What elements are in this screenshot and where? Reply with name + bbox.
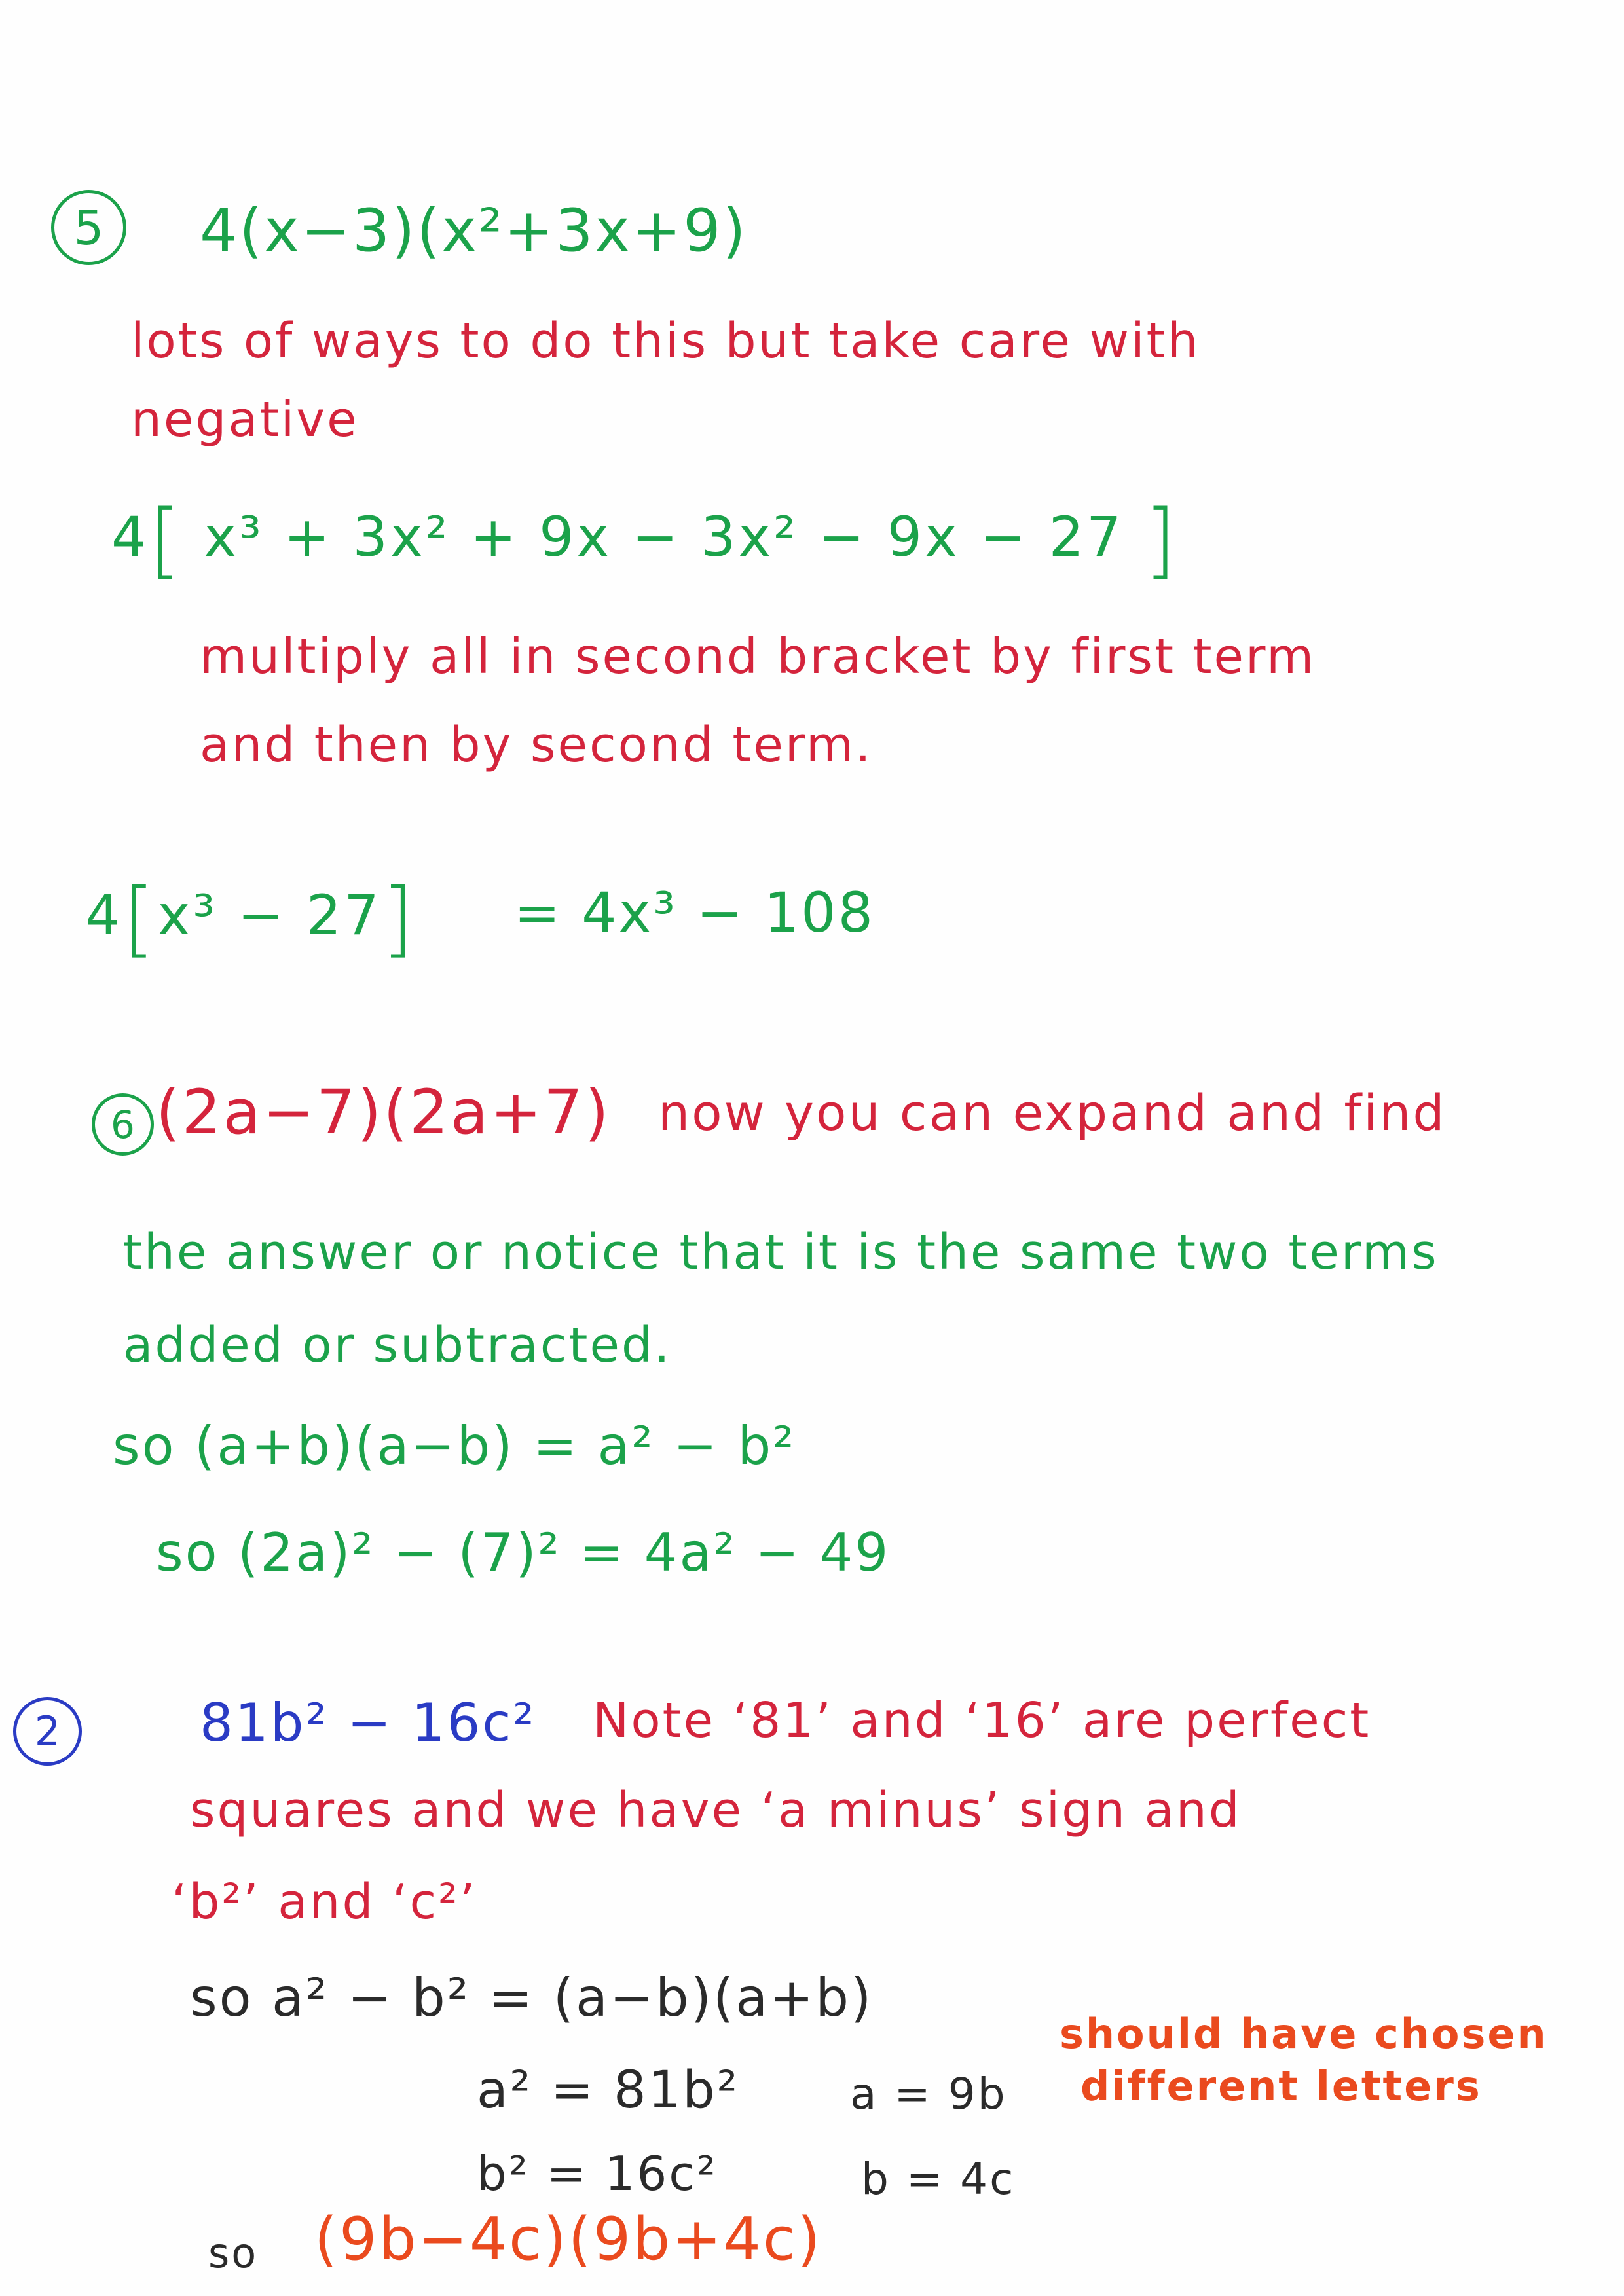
- right-square-bracket: ]: [381, 870, 416, 966]
- left-square-bracket: [: [149, 492, 184, 588]
- question-2-b-value: b = 4c: [861, 2154, 1016, 2204]
- question-2-side-note-line-1: should have chosen: [1060, 2010, 1548, 2058]
- question-5-result: = 4x³ − 108: [514, 881, 876, 945]
- question-5-number-text: 5: [73, 200, 104, 255]
- question-5-expansion: [111, 492, 1179, 588]
- question-6-note-line-3: added or subtracted.: [123, 1317, 672, 1374]
- question-6-note-line-1: now you can expand and find: [658, 1084, 1447, 1142]
- question-2-side-note-line-2: different letters: [1080, 2062, 1482, 2110]
- question-5-explain-line-1: multiply all in second bracket by first term: [200, 629, 1316, 685]
- question-6-note-line-2: the answer or notice that it is the same two terms: [123, 1224, 1439, 1281]
- question-6-identity: so (a+b)(a−b) = a² − b²: [113, 1415, 796, 1476]
- question-5-note-line-2: negative: [131, 392, 359, 448]
- question-6-number-text: 6: [111, 1102, 135, 1147]
- question-2-note-line-3: ‘b²’ and ‘c²’: [172, 1874, 477, 1930]
- question-6-number: [92, 1093, 154, 1156]
- question-5-simplified: [85, 870, 416, 966]
- question-5-expansion-coef: 4: [111, 505, 149, 570]
- question-6-applied: so (2a)² − (7)² = 4a² − 49: [156, 1522, 891, 1583]
- question-5-simplified-coef: 4: [85, 883, 123, 948]
- question-5-expansion-terms: x³ + 3x² + 9x − 3x² − 9x − 27: [204, 505, 1124, 570]
- question-6-expression: (2a−7)(2a+7): [156, 1077, 611, 1148]
- right-square-bracket: ]: [1144, 492, 1179, 588]
- question-2-a-value: a = 9b: [850, 2069, 1007, 2119]
- question-2-answer: (9b−4c)(9b+4c): [314, 2205, 822, 2274]
- question-5-simplified-terms: x³ − 27: [157, 883, 382, 948]
- question-2-number: [13, 1697, 82, 1766]
- question-5-number: [51, 190, 126, 265]
- question-5-explain-line-2: and then by second term.: [200, 717, 873, 773]
- left-square-bracket: [: [122, 870, 158, 966]
- question-2-a-squared: a² = 81b²: [477, 2061, 740, 2120]
- question-5-note-line-1: lots of ways to do this but take care with: [131, 313, 1200, 369]
- question-2-note-line-1: Note ‘81’ and ‘16’ are perfect: [593, 1692, 1371, 1749]
- question-2-expression: 81b² − 16c²: [200, 1692, 536, 1753]
- question-2-identity: so a² − b² = (a−b)(a+b): [190, 1967, 874, 2028]
- question-2-b-squared: b² = 16c²: [477, 2146, 718, 2201]
- question-2-number-text: 2: [34, 1707, 61, 1755]
- question-2-so-label: so: [208, 2229, 259, 2277]
- question-2-note-line-2: squares and we have ‘a minus’ sign and: [190, 1782, 1242, 1838]
- question-5-expression: 4(x−3)(x²+3x+9): [200, 196, 748, 265]
